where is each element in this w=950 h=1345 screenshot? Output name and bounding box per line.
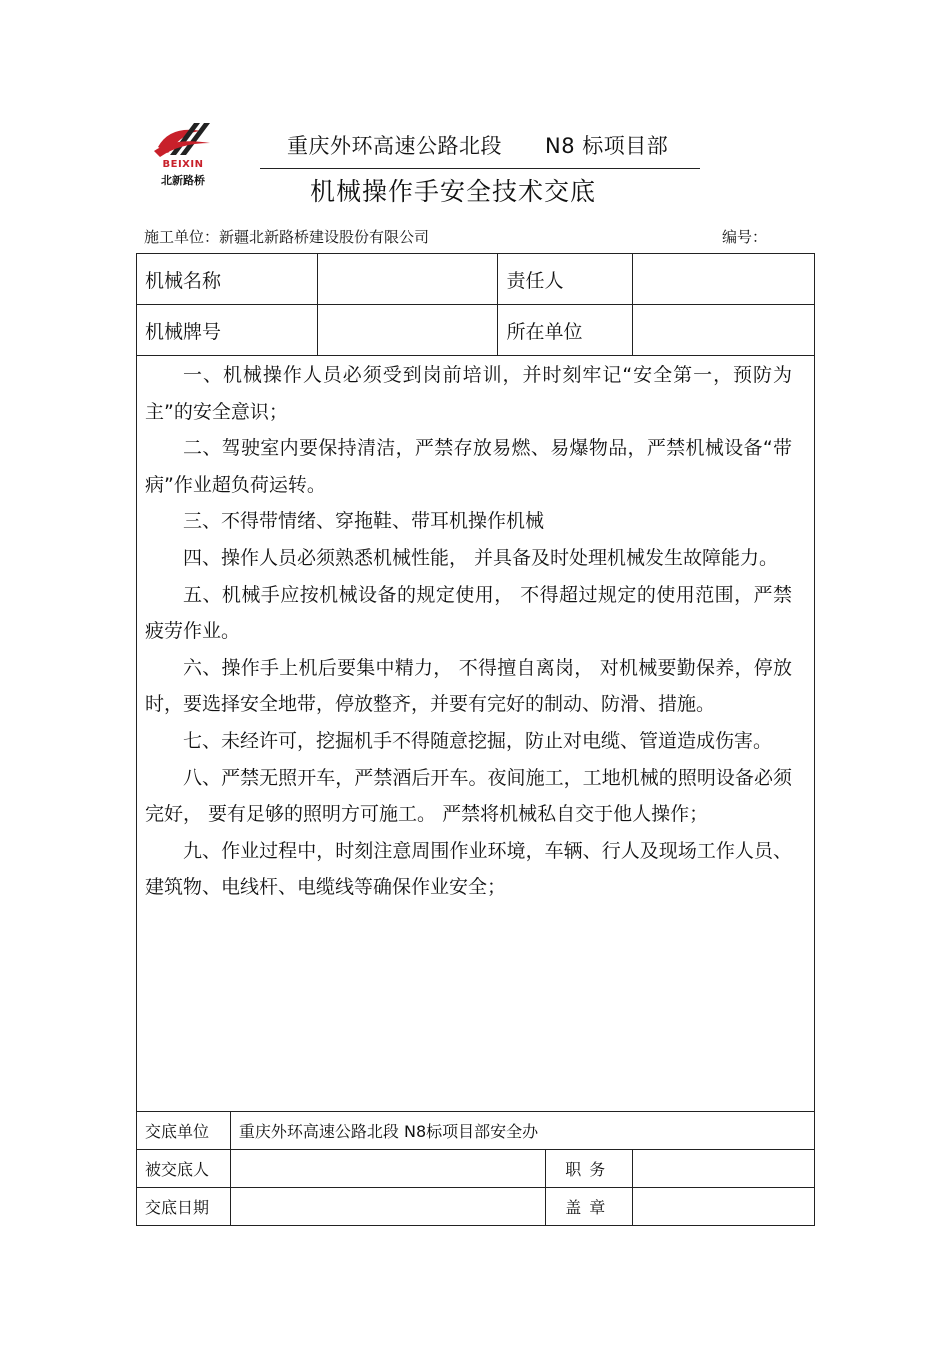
table-row xyxy=(137,305,815,356)
recipient-label: 被交底人 xyxy=(137,1150,231,1188)
instruction-item: 六、操作手上机后要集中精力， 不得擅自离岗， 对机械要勤保养，停放时，要选择安全地带，停放整齐，并要有完好的制动、防滑、措施。 xyxy=(145,656,792,716)
machine-name-value[interactable] xyxy=(317,254,498,305)
safety-instructions xyxy=(136,354,815,1111)
instruction-item: 五、机械手应按机械设备的规定使用， 不得超过规定的使用范围，严禁疲劳作业。 xyxy=(145,583,792,643)
document-title: 机械操作手安全技术交底 xyxy=(310,177,597,206)
signoff-table xyxy=(136,1111,815,1226)
responsible-person-label: 责任人 xyxy=(498,254,633,305)
machine-name-label: 机械名称 xyxy=(137,254,318,305)
date-value[interactable] xyxy=(230,1188,545,1226)
instruction-item: 七、未经许可，挖掘机手不得随意挖掘，防止对电缆、管道造成伤害。 xyxy=(183,729,773,752)
recipient-value[interactable] xyxy=(230,1150,545,1188)
unit-value[interactable] xyxy=(633,305,815,356)
instruction-item: 四、操作人员必须熟悉机械性能， 并具备及时处理机械发生故障能力。 xyxy=(183,546,779,569)
construction-unit: 施工单位：新疆北新路桥建设股份有限公司 xyxy=(144,228,430,246)
instruction-item: 八、严禁无照开车，严禁酒后开车。夜间施工，工地机械的照明设备必须完好， 要有足够的照明方可施工。 严禁将机械私自交于他人操作； xyxy=(145,766,792,826)
machine-plate-value[interactable] xyxy=(317,305,498,356)
responsible-person-value[interactable] xyxy=(633,254,815,305)
beixin-logo-icon xyxy=(150,117,216,161)
header-divider xyxy=(260,168,700,169)
logo-chinese-name: 北新路桥 xyxy=(161,174,205,187)
date-label: 交底日期 xyxy=(137,1188,231,1226)
position-value[interactable] xyxy=(633,1150,815,1188)
machine-info-table xyxy=(136,253,815,356)
issuer-label: 交底单位 xyxy=(137,1112,231,1150)
instruction-item: 二、驾驶室内要保持清洁，严禁存放易燃、易爆物品，严禁机械设备“带病”作业超负荷运转。 xyxy=(145,437,792,496)
serial-number-label: 编号： xyxy=(722,228,768,246)
instruction-item: 一、机械操作人员必须受到岗前培训，并时刻牢记“安全第一，预防为主”的安全意识； xyxy=(145,364,792,423)
issuer-value: 重庆外环高速公路北段 N8标项目部安全办 xyxy=(230,1112,814,1150)
machine-plate-label: 机械牌号 xyxy=(137,305,318,356)
table-row xyxy=(137,254,815,305)
project-title: 重庆外环高速公路北段 N8 标项目部 xyxy=(287,134,669,158)
seal-value[interactable] xyxy=(633,1188,815,1226)
table-row xyxy=(137,1188,815,1226)
instruction-item: 九、作业过程中，时刻注意周围作业环境，车辆、行人及现场工作人员、建筑物、电线杆、电缆线等确保作业安全； xyxy=(145,839,792,899)
table-row xyxy=(137,1112,815,1150)
company-logo xyxy=(150,117,216,185)
instruction-item: 三、不得带情绪、穿拖鞋、带耳机操作机械 xyxy=(183,510,545,533)
logo-english-name: BEIXIN xyxy=(162,159,204,170)
position-label: 职务 xyxy=(546,1150,633,1188)
seal-label: 盖章 xyxy=(546,1188,633,1226)
table-row xyxy=(137,1150,815,1188)
unit-label: 所在单位 xyxy=(498,305,633,356)
